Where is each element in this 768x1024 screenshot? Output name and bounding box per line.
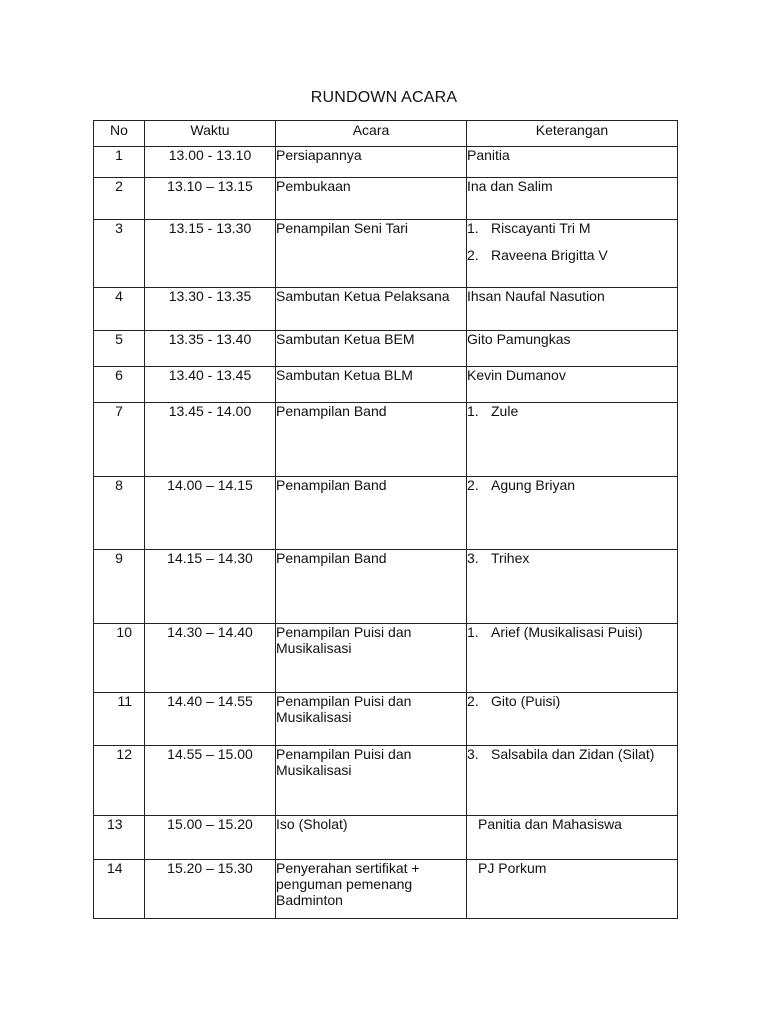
list-item: [467, 746, 677, 762]
cell-acara: Penampilan Band: [276, 550, 467, 624]
list-item: [467, 550, 677, 566]
cell-waktu: 13.15 - 13.30: [145, 220, 276, 288]
cell-keterangan: Ina dan Salim: [467, 178, 678, 220]
table-row: [94, 403, 678, 477]
list-item-text: Gito (Puisi): [491, 693, 561, 709]
list-item-number: 2.: [467, 247, 479, 263]
cell-no: 14: [94, 860, 145, 919]
list-item-text: Agung Briyan: [491, 477, 576, 493]
table-header-row: [94, 121, 678, 147]
table-row: [94, 693, 678, 746]
list-item-number: 1.: [467, 220, 479, 236]
list-item-text: Raveena Brigitta V: [491, 247, 608, 263]
cell-no: 2: [94, 178, 145, 220]
table-row: [94, 624, 678, 693]
list-item-number: 2.: [467, 477, 479, 493]
cell-waktu: 14.30 – 14.40: [145, 624, 276, 693]
rundown-table: [93, 120, 678, 919]
table-row: [94, 550, 678, 624]
table-row: [94, 477, 678, 550]
cell-acara: Penampilan Puisi dan Musikalisasi: [276, 746, 467, 816]
cell-waktu: 14.00 – 14.15: [145, 477, 276, 550]
table-row: [94, 746, 678, 816]
list-item-text: Riscayanti Tri M: [491, 220, 591, 236]
cell-keterangan: Kevin Dumanov: [467, 367, 678, 403]
cell-acara: Iso (Sholat): [276, 816, 467, 860]
list-item: [467, 220, 677, 236]
list-item: [467, 403, 677, 419]
cell-waktu: 13.45 - 14.00: [145, 403, 276, 477]
cell-keterangan: [467, 624, 678, 693]
cell-no: 7: [94, 403, 145, 477]
cell-keterangan: Panitia: [467, 147, 678, 178]
cell-keterangan: [467, 693, 678, 746]
list-item-text: Salsabila dan Zidan (Silat): [491, 746, 655, 762]
table-row: [94, 367, 678, 403]
cell-no: 13: [94, 816, 145, 860]
table-row: [94, 220, 678, 288]
cell-acara: Penampilan Puisi dan Musikalisasi: [276, 693, 467, 746]
cell-waktu: 13.00 - 13.10: [145, 147, 276, 178]
document-title: RUNDOWN ACARA: [310, 89, 458, 106]
list-item: [467, 477, 677, 493]
cell-waktu: 13.35 - 13.40: [145, 331, 276, 367]
cell-acara: Pembukaan: [276, 178, 467, 220]
cell-waktu: 15.00 – 15.20: [145, 816, 276, 860]
list-item-number: 3.: [467, 550, 479, 566]
list-item-number: 2.: [467, 693, 479, 709]
cell-no: 6: [94, 367, 145, 403]
cell-keterangan: Panitia dan Mahasiswa: [467, 816, 678, 860]
cell-acara: Sambutan Ketua Pelaksana: [276, 288, 467, 331]
cell-waktu: 13.10 – 13.15: [145, 178, 276, 220]
list-item-text: Arief (Musikalisasi Puisi): [491, 624, 643, 640]
cell-acara: Persiapannya: [276, 147, 467, 178]
cell-no: 9: [94, 550, 145, 624]
cell-no: 4: [94, 288, 145, 331]
list-item-number: 1.: [467, 403, 479, 419]
cell-no: 11: [94, 693, 145, 746]
header-keterangan: Keterangan: [467, 121, 678, 147]
cell-no: 5: [94, 331, 145, 367]
cell-keterangan: [467, 477, 678, 550]
list-item: [467, 247, 677, 263]
cell-no: 10: [94, 624, 145, 693]
cell-waktu: 14.55 – 15.00: [145, 746, 276, 816]
list-item-number: 3.: [467, 746, 479, 762]
table-row: [94, 860, 678, 919]
cell-keterangan: Ihsan Naufal Nasution: [467, 288, 678, 331]
header-waktu: Waktu: [145, 121, 276, 147]
table-row: [94, 147, 678, 178]
cell-no: 12: [94, 746, 145, 816]
list-item-text: Zule: [491, 403, 519, 419]
cell-waktu: 13.40 - 13.45: [145, 367, 276, 403]
cell-acara: Penampilan Band: [276, 477, 467, 550]
list-item: [467, 624, 677, 640]
table-row: [94, 816, 678, 860]
table-row: [94, 288, 678, 331]
cell-keterangan: [467, 403, 678, 477]
cell-keterangan: [467, 746, 678, 816]
cell-acara: Penampilan Seni Tari: [276, 220, 467, 288]
cell-no: 1: [94, 147, 145, 178]
list-item: [467, 693, 677, 709]
cell-waktu: 14.15 – 14.30: [145, 550, 276, 624]
cell-acara: Penyerahan sertifikat + penguman pemenang Badminton: [276, 860, 467, 919]
cell-keterangan: [467, 220, 678, 288]
cell-acara: Sambutan Ketua BLM: [276, 367, 467, 403]
header-no: No: [94, 121, 145, 147]
cell-no: 3: [94, 220, 145, 288]
header-acara: Acara: [276, 121, 467, 147]
cell-acara: Penampilan Puisi dan Musikalisasi: [276, 624, 467, 693]
cell-waktu: 14.40 – 14.55: [145, 693, 276, 746]
cell-keterangan: [467, 550, 678, 624]
cell-no: 8: [94, 477, 145, 550]
list-item-number: 1.: [467, 624, 479, 640]
table-row: [94, 331, 678, 367]
cell-waktu: 13.30 - 13.35: [145, 288, 276, 331]
list-item-text: Trihex: [491, 550, 530, 566]
cell-keterangan: Gito Pamungkas: [467, 331, 678, 367]
cell-keterangan: PJ Porkum: [467, 860, 678, 919]
cell-acara: Sambutan Ketua BEM: [276, 331, 467, 367]
cell-waktu: 15.20 – 15.30: [145, 860, 276, 919]
table-row: [94, 178, 678, 220]
cell-acara: Penampilan Band: [276, 403, 467, 477]
